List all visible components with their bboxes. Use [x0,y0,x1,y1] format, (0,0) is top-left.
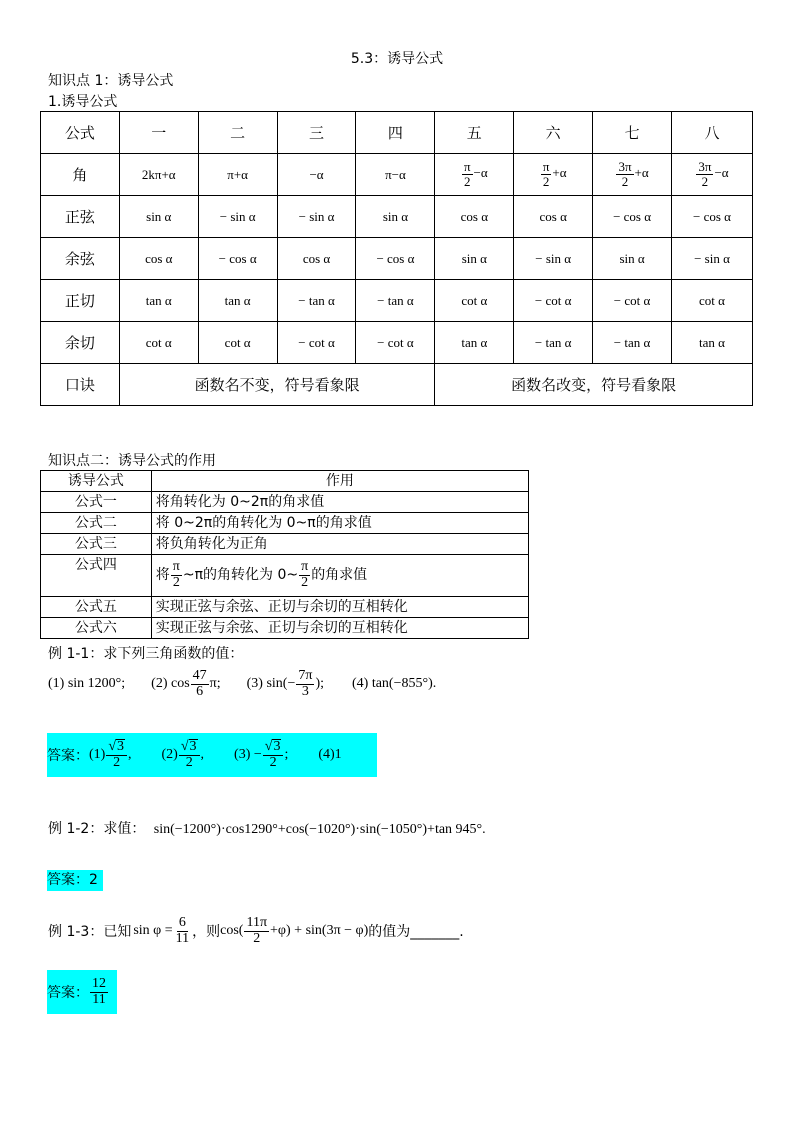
angle-tail: +α [552,165,567,181]
cotangent-cell: tan α [435,322,514,364]
table-row [41,492,529,513]
table-row-tangent [41,280,753,322]
radicand: 3 [273,739,281,755]
tangent-cell: cot α [672,280,753,322]
example-1-3-label: 例 1-3：已知 [48,924,132,940]
sine-cell: cos α [514,196,593,238]
fraction-denominator: 2 [253,930,261,946]
fraction [296,669,314,699]
angle-cell [593,154,672,196]
formula-name: 公式三 [41,534,152,555]
tangent-cell: − tan α [277,280,356,322]
fraction-numerator: 3π [698,159,712,175]
table-row-sine [41,196,753,238]
fraction [179,739,200,770]
example-1-1-questions [48,664,436,704]
radicand: 3 [189,739,197,755]
fraction-denominator: 2 [301,575,309,590]
sine-cell: − sin α [277,196,356,238]
row-header-tangent: 正切 [41,280,120,322]
angle-tail: −α [473,165,488,181]
fraction-denominator: 2 [701,174,709,189]
answer-3-prefix: (3) − [234,747,262,762]
fraction-denominator: 11 [175,930,190,946]
kp1-heading: 知识点 1：诱导公式 [48,73,174,89]
cosine-cell: sin α [593,238,672,280]
fraction [106,739,127,770]
angle-cell: π−α [356,154,435,196]
question-3-suffix: ); [315,676,324,691]
cotangent-cell: − tan α [514,322,593,364]
induction-formula-table [40,111,753,406]
cosine-cell: sin α [435,238,514,280]
fraction [191,669,209,699]
fraction [299,560,310,590]
table-row-cosine [41,238,753,280]
fraction-numerator: 47 [192,667,207,683]
fraction [616,160,633,188]
formula-use: 将角转化为 0~2π的角求值 [151,492,528,513]
cosine-cell: cos α [277,238,356,280]
example-1-3 [48,910,464,952]
col-header-8: 八 [672,112,753,154]
table-row [41,555,529,597]
table-row [41,618,529,639]
cotangent-cell: − cot α [277,322,356,364]
sine-cell: sin α [356,196,435,238]
formula-use: 将 0~2π的角转化为 0~π的角求值 [151,513,528,534]
fraction-numerator: π [301,559,309,575]
question-2-prefix: (2) cos [151,676,190,691]
fraction-denominator: 11 [92,991,106,1007]
fraction-denominator: 2 [113,755,121,770]
formula-name: 公式二 [41,513,152,534]
table-row-formula [41,112,753,154]
fraction-denominator: 2 [172,575,180,590]
example-1-1-label: 例 1-1：求下列三角函数的值： [48,646,244,662]
cotangent-cell: − tan α [593,322,672,364]
sine-cell: − cos α [593,196,672,238]
formula-name: 公式四 [41,555,152,597]
answer-label: 答案： [47,985,89,1001]
col-header-2: 二 [198,112,277,154]
row-header-formula: 公式 [41,112,120,154]
answer-2-suffix: , [200,747,205,762]
col-header-1: 一 [119,112,198,154]
sine-cell: sin α [119,196,198,238]
table-row [41,534,529,555]
fraction-denominator: 2 [185,755,193,770]
col-header-3: 三 [277,112,356,154]
given-prefix: sin φ = [133,923,173,938]
answer-label: 答案： [47,748,89,764]
fraction-denominator: 2 [463,174,471,189]
answer-3-suffix: ; [284,747,289,762]
fraction-numerator: π [463,159,471,175]
fraction [263,739,284,770]
formula-use: 将负角转化为正角 [151,534,528,555]
use-text: 的角求值 [311,567,368,584]
row-header-sine: 正弦 [41,196,120,238]
fraction-numerator: √3 [106,739,127,756]
tangent-cell: tan α [119,280,198,322]
question-1: (1) sin 1200°; [48,676,126,691]
table-row [41,597,529,618]
example-1-1-answer [47,733,377,777]
kp1-subheading: 1.诱导公式 [48,94,118,110]
angle-cell [435,154,514,196]
angle-cell: π+α [198,154,277,196]
cosine-cell: cos α [119,238,198,280]
fraction [541,160,552,188]
table-row [41,471,529,492]
header-formula: 诱导公式 [41,471,152,492]
question-4: (4) tan(−855°). [352,676,437,691]
row-header-cosine: 余弦 [41,238,120,280]
use-text: 将 [155,567,170,584]
angle-tail: −α [714,165,729,181]
angle-cell [672,154,753,196]
fraction-denominator: 2 [621,174,629,189]
formula-usage-table [40,470,529,639]
fraction [462,160,473,188]
fraction-numerator: 12 [92,975,106,991]
fraction [90,977,108,1007]
fraction [696,160,713,188]
example-1-2-expression: sin(−1200°)·cos1290°+cos(−1020°)·sin(−1050°)+tan 945°. [153,822,486,837]
kp2-heading: 知识点二：诱导公式的作用 [48,453,216,469]
cosine-cell: − sin α [672,238,753,280]
expression-prefix: cos( [220,923,244,938]
col-header-6: 六 [514,112,593,154]
col-header-7: 七 [593,112,672,154]
cotangent-cell: cot α [119,322,198,364]
fraction-numerator: π [542,159,550,175]
answer-1-suffix: , [128,747,132,762]
answer-4: (4)1 [318,747,342,762]
tangent-cell: tan α [198,280,277,322]
fraction-denominator: 2 [269,755,277,770]
header-use: 作用 [151,471,528,492]
fraction-denominator: 6 [196,683,204,699]
radicand: 3 [117,739,125,755]
formula-use [151,555,528,597]
example-1-2 [48,818,486,838]
cosine-cell: − cos α [356,238,435,280]
fraction-numerator: √3 [263,739,284,756]
angle-cell [514,154,593,196]
cotangent-cell: cot α [198,322,277,364]
use-text: ~π的角转化为 0~ [182,567,299,584]
fraction-denominator: 3 [301,683,309,699]
tangent-cell: cot α [435,280,514,322]
cosine-cell: − cos α [198,238,277,280]
formula-name: 公式一 [41,492,152,513]
sine-cell: cos α [435,196,514,238]
fraction-numerator: √3 [179,739,200,756]
fraction [171,560,182,590]
formula-name: 公式六 [41,618,152,639]
fraction-numerator: 3π [618,159,632,175]
tangent-cell: − cot α [593,280,672,322]
page-title: 5.3：诱导公式 [350,51,444,67]
sine-cell: − sin α [198,196,277,238]
sine-cell: − cos α [672,196,753,238]
cotangent-cell: tan α [672,322,753,364]
example-1-2-label: 例 1-2：求值： [48,821,146,837]
tangent-cell: − tan α [356,280,435,322]
example-1-3-answer [47,970,117,1014]
tangent-cell: − cot α [514,280,593,322]
table-row-mnemonic [41,364,753,406]
row-header-angle: 角 [41,154,120,196]
angle-cell: −α [277,154,356,196]
angle-tail: +α [634,165,649,181]
table-row [41,513,529,534]
fraction-denominator: 2 [542,174,550,189]
col-header-5: 五 [435,112,514,154]
question-2-suffix: π; [209,676,221,691]
expression-suffix: +φ) + sin(3π − φ) [270,923,369,938]
formula-use: 实现正弦与余弦、正切与余切的互相转化 [151,597,528,618]
fraction-numerator: 7π [298,667,313,683]
cotangent-cell: − cot α [356,322,435,364]
cosine-cell: − sin α [514,238,593,280]
fraction-numerator: 6 [178,914,186,930]
table-row-cotangent [41,322,753,364]
table-row-angle [41,154,753,196]
col-header-4: 四 [356,112,435,154]
formula-name: 公式五 [41,597,152,618]
fraction-numerator: 11π [246,914,268,930]
fraction [174,916,191,946]
question-3-prefix: (3) sin(− [246,676,296,691]
row-header-cotangent: 余切 [41,322,120,364]
answer-2-prefix: (2) [161,747,178,762]
answer-1-prefix: (1) [89,747,106,762]
connector-text: ，则 [192,924,221,940]
example-1-2-answer: 答案：2 [47,870,103,891]
row-header-mnemonic: 口诀 [41,364,120,406]
fraction-numerator: π [172,559,180,575]
angle-cell: 2kπ+α [119,154,198,196]
fraction [244,916,269,946]
question-tail: 的值为_______. [368,924,464,940]
mnemonic-left: 函数名不变，符号看象限 [119,364,435,406]
mnemonic-right: 函数名改变，符号看象限 [435,364,753,406]
formula-use: 实现正弦与余弦、正切与余切的互相转化 [151,618,528,639]
